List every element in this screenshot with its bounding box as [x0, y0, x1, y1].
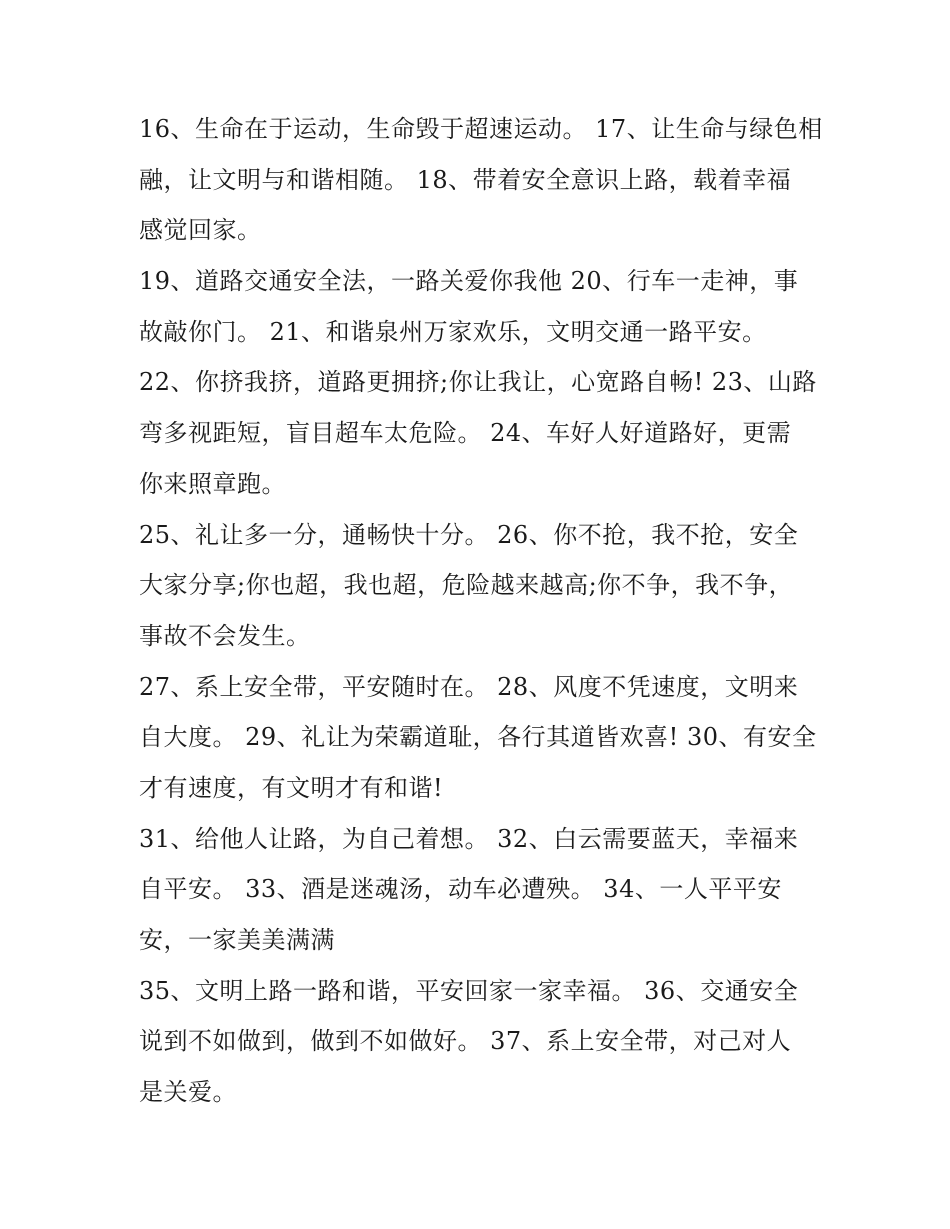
text-line: 你来照章跑。	[139, 469, 286, 498]
text-line: 说到不如做到，做到不如做好。 37、系上安全带，对己对人	[139, 1027, 792, 1056]
text-line: 弯多视距短，盲目超车太危险。 24、车好人好道路好，更需	[139, 419, 792, 448]
slogan-paragraph	[139, 357, 819, 509]
text-line: 22、你挤我挤，道路更拥挤;你让我让，心宽路自畅! 23、山路	[139, 368, 817, 397]
text-line: 融，让文明与和谐相随。 18、带着安全意识上路，载着幸福	[139, 165, 792, 194]
slogan-paragraph	[139, 814, 819, 966]
text-line: 27、系上安全带，平安随时在。 28、风度不凭速度，文明来	[139, 672, 799, 701]
text-line: 事故不会发生。	[139, 621, 311, 650]
text-line: 是关爱。	[139, 1078, 237, 1107]
slogan-paragraph	[139, 662, 819, 814]
text-line: 31、给他人让路，为自己着想。 32、白云需要蓝天，幸福来	[139, 824, 799, 853]
text-line: 大家分享;你也超，我也超，危险越来越高;你不争，我不争，	[139, 571, 794, 600]
slogan-paragraph	[139, 510, 819, 662]
text-line: 35、文明上路一路和谐，平安回家一家幸福。 36、交通安全	[139, 976, 799, 1005]
text-line: 才有速度，有文明才有和谐!	[139, 773, 444, 802]
text-line: 自平安。 33、酒是迷魂汤，动车必遭殃。 34、一人平平安	[139, 875, 782, 904]
text-line: 25、礼让多一分，通畅快十分。 26、你不抢，我不抢，安全	[139, 520, 799, 549]
text-line: 感觉回家。	[139, 216, 262, 245]
slogan-text-block	[139, 104, 823, 1118]
slogan-paragraph	[139, 104, 823, 256]
slogan-paragraph	[139, 966, 819, 1118]
text-line: 16、生命在于运动，生命毁于超速运动。 17、让生命与绿色相	[139, 115, 823, 143]
text-line: 安，一家美美满满	[139, 926, 335, 954]
text-line: 自大度。 29、礼让为荣霸道耻，各行其道皆欢喜! 30、有安全	[139, 723, 817, 752]
slogan-paragraph	[139, 256, 819, 357]
text-line: 故敲你门。 21、和谐泉州万家欢乐，文明交通一路平安。	[139, 317, 767, 346]
text-line: 19、道路交通安全法，一路关爱你我他 20、行车一走神，事	[139, 267, 799, 296]
